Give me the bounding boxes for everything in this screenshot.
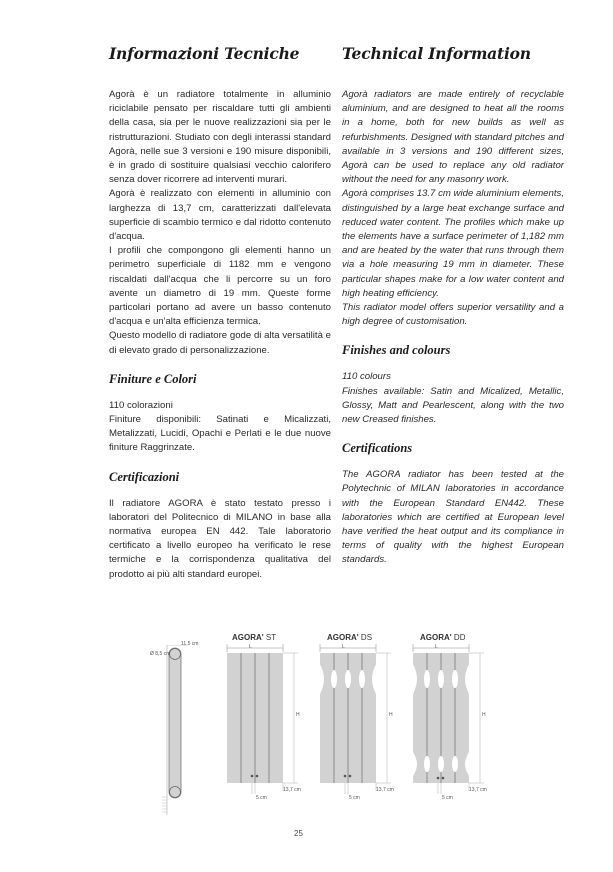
page-number: 25 xyxy=(294,829,303,838)
intro-paragraph: Agorà radiators are made entirely of recyclable aluminium, and are designed to heat all the rooms in a home, both for new builds as well as refurbishments. Designed with standard pitches and available in 3 versions and 190 different sizes, Agorà can be used to replace any old radiator without the need for any masonry work. xyxy=(342,89,564,186)
pitch-dimension: 5 cm xyxy=(256,795,267,801)
model-label-ds: AGORA' DS xyxy=(327,633,373,642)
technical-drawings xyxy=(0,615,613,815)
intro-paragraph: Agorà è realizzato con elementi in alluminio con larghezza di 13,7 cm, caratterizzati dall'elevata superficie di scambio termico e dal ridotto contenuto d'acqua. xyxy=(109,188,331,243)
intro-paragraph: Agorà comprises 13.7 cm wide aluminium elements, distinguished by a large heat exchange surface and reduced water content. The profiles which make up the elements have a surface perimeter of 1,182 mm and are heated by the water that runs through them via a hole measuring 19 mm in diameter. These particular shapes make for a low water content and high heating efficiency. xyxy=(342,188,564,299)
height-label: H xyxy=(482,712,486,718)
finishes-text xyxy=(109,399,331,456)
intro-paragraph: Agorà è un radiatore totalmente in alluminio riciclabile pensato per riscaldare tutti gli ambienti della casa, sia per le nuove realizzazioni sia per le ristrutturazioni. Studiato con degli interassi standard Agorà, nelle sue 3 versioni e 190 misure disponibili, è in grado di sostituire qualsiasi vecchio calorifero senza dover ricorrere ad interventi murari. xyxy=(109,89,331,186)
subtitle-finiture: Finiture e Colori xyxy=(109,371,197,386)
english-column xyxy=(342,44,564,568)
radiator-ds-icon xyxy=(315,644,395,809)
element-width-dimension: 13,7 cm xyxy=(283,787,301,793)
radiator-dd-icon xyxy=(408,644,488,809)
subtitle-certificazioni: Certificazioni xyxy=(109,469,180,484)
finishes-line: 110 colorazioni xyxy=(109,399,173,411)
side-profile-icon xyxy=(160,645,190,815)
finishes-line: Finishes available: Satin and Micalized, Metallic, Glossy, Matt and Pearlescent, along with the two new Creased finishes. xyxy=(342,385,564,426)
pitch-dimension: 5 cm xyxy=(349,795,360,801)
width-label: L xyxy=(249,644,252,650)
cert-text: The AGORA radiator has been tested at the Polytechnic of MILAN laboratories in accordance with the European Standard EN442. These laboratories which are certified at European level have verified the heat output and its compliance in terms of quality with the highest European standards. xyxy=(342,469,564,566)
depth-dimension: 11,5 cm xyxy=(181,641,199,647)
pitch-dimension: 5 cm xyxy=(442,795,453,801)
finishes-text xyxy=(342,370,564,427)
diameter-dimension: Ø 8,5 cm xyxy=(150,651,171,657)
height-label: H xyxy=(389,712,393,718)
finishes-line: 110 colours xyxy=(342,371,391,383)
finishes-line: Finiture disponibili: Satinati e Micalizzati, Metalizzati, Lucidi, Opachi e Perlati e le due nuove finiture Raggrinzate. xyxy=(109,414,331,454)
intro-paragraph: I profili che compongono gli elementi hanno un perimetro superficiale di 1182 mm e vengono riscaldati dall'acqua che li percorre su un foro avente un diametro di 19 mm. Queste forme particolari portano ad avere un basso contenuto d'acqua e un'alta efficienza termica. xyxy=(109,245,331,328)
intro-paragraph: Questo modello di radiatore gode di alta versatilità e di elevato grado di personalizzazione. xyxy=(109,330,331,356)
intro-text xyxy=(342,88,564,329)
subtitle-finishes: Finishes and colours xyxy=(342,343,451,358)
italian-column xyxy=(109,44,331,582)
cert-text: Il radiatore AGORA è stato testato presso i laboratori del Politecnico di MILANO in base alla normativa europea EN 442. Tale laboratorio certificato a livello europeo ha verificato le rese termiche e la corrispondenza qualitativa del prodotto ai più alti standard europei. xyxy=(109,497,331,580)
intro-text xyxy=(109,88,331,358)
element-width-dimension: 13,7 cm xyxy=(376,787,394,793)
element-width-dimension: 13,7 cm xyxy=(469,787,487,793)
width-label: L xyxy=(342,644,345,650)
model-label-st: AGORA' ST xyxy=(232,633,277,642)
radiator-st-icon xyxy=(222,644,302,809)
section-title-informazioni: Informazioni Tecniche xyxy=(109,44,300,63)
section-title-technical: Technical Information xyxy=(342,44,531,63)
width-label: L xyxy=(435,644,438,650)
height-label: H xyxy=(296,712,300,718)
subtitle-certifications: Certifications xyxy=(342,441,413,456)
model-label-dd: AGORA' DD xyxy=(420,633,466,642)
intro-paragraph: This radiator model offers superior versatility and a high degree of customisation. xyxy=(342,302,564,328)
